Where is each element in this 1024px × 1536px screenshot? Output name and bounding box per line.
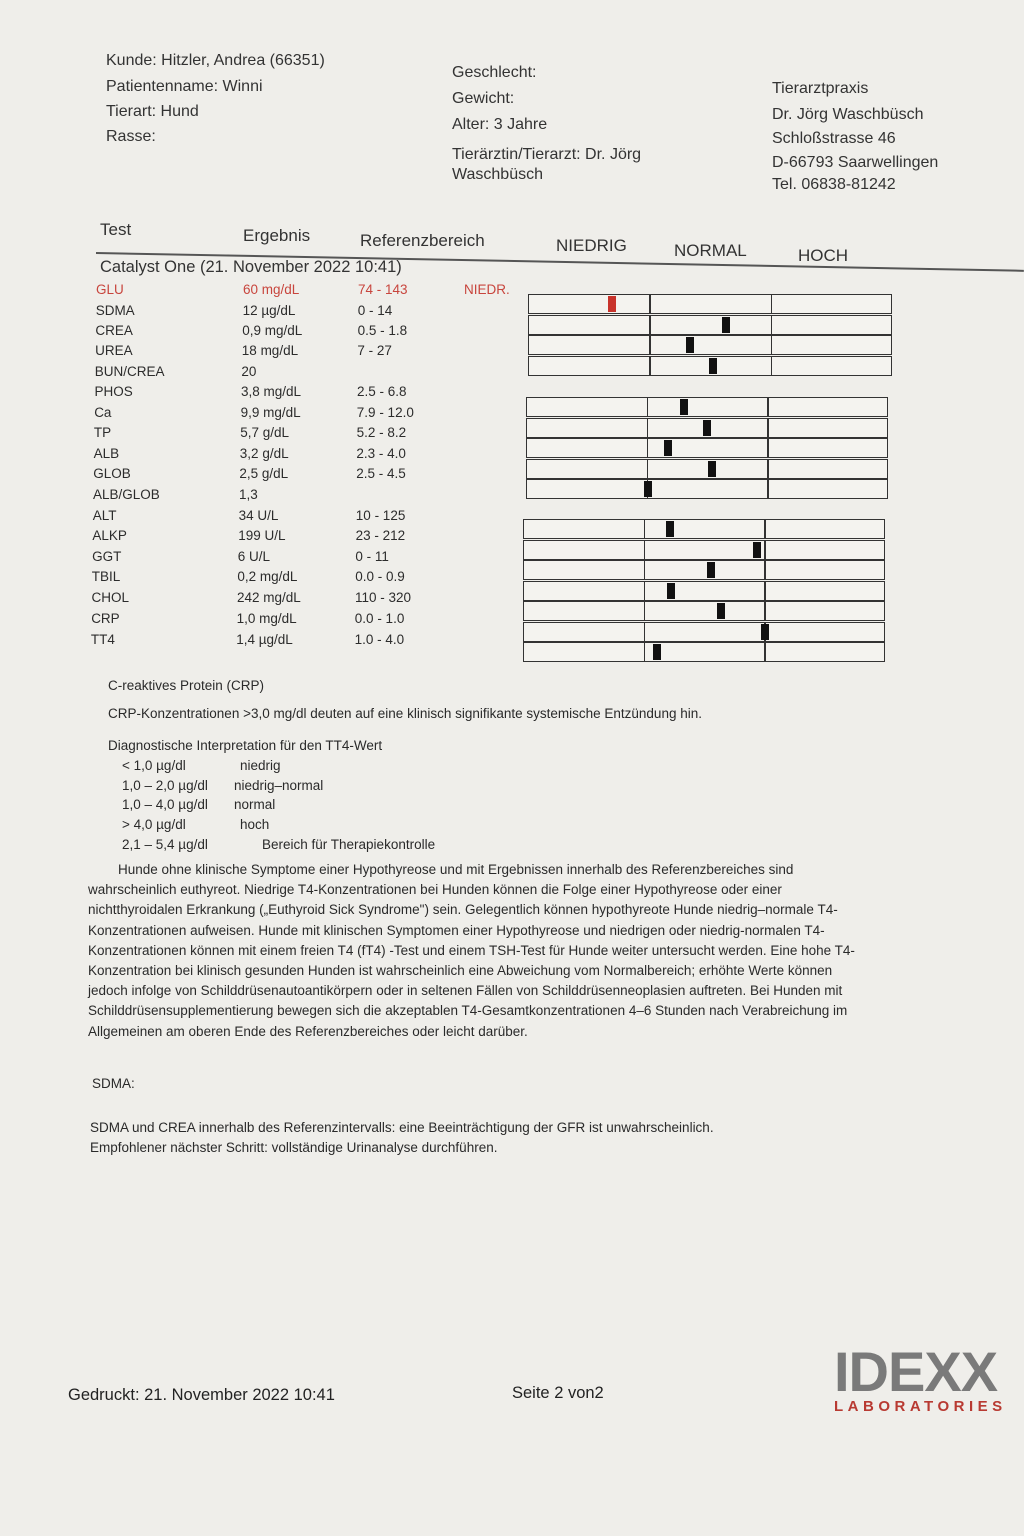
bar-divider bbox=[767, 419, 769, 437]
bar-divider bbox=[644, 541, 646, 559]
result-test-12: ALKP bbox=[92, 528, 127, 543]
bar-marker-13 bbox=[707, 562, 715, 578]
bar-row-0 bbox=[528, 294, 892, 314]
result-flag-0: NIEDR. bbox=[464, 282, 510, 297]
tt4-paragraph: Hunde ohne klinische Symptome einer Hypothyreose und mit Ergebnissen innerhalb des Referenzbereiches sind wahrscheinlich euthyreot. Niedrige T4-Konzentrationen bei Hunden können die Folge einer Hypothyreose oder einer nichtthyroidalen Erkrankung („Euthyroid Sick Syndrome") sein. Gelegentlich können hypothyreote Hunde niedrig–normale T4-Konzentrationen aufweisen. Hunde mit klinischen Symptomen einer Hypothyreose und niedrigen oder niedrig-normalen T4-Konzentrationen können mit einem freien T4 (fT4) -Test und einem TSH-Test für Hunde weiter untersucht werden. Eine hohe T4-Konzentration bei klinisch gesunden Hunden ist wahrscheinlich eine Abweichung vom Normalbereich; erhöhte Werte können jedoch infolge von Schilddrüsenautoantikörpern oder in seltenen Fällen von Schilddrüsenneoplasien auftreten. Bei Hunden mit Schilddrüsensupplementierung bewegen sich die akzeptablen T4-Gesamtkonzentrationen 4–6 Stunden nach Verabreichung im Allgemeinen am oberen Ende des Referenzbereiches oder leicht darüber. bbox=[88, 862, 855, 1039]
result-test-8: ALB bbox=[93, 446, 120, 461]
bar-divider bbox=[767, 460, 769, 478]
bar-divider bbox=[644, 520, 646, 538]
bar-divider bbox=[771, 295, 773, 313]
practice-line-3: Schloßstrasse 46 bbox=[772, 130, 896, 147]
bar-divider bbox=[647, 439, 649, 457]
bar-divider bbox=[647, 419, 649, 437]
tt4-range-2: 1,0 – 4,0 µg/dl bbox=[122, 797, 208, 812]
result-test-14: TBIL bbox=[91, 569, 121, 584]
tt4-label-1: niedrig–normal bbox=[234, 778, 324, 793]
result-reference-1: 0 - 14 bbox=[357, 303, 393, 318]
result-reference-16: 0.0 - 1.0 bbox=[354, 611, 405, 626]
bar-divider bbox=[767, 398, 769, 416]
sdma-note-title: SDMA: bbox=[92, 1076, 135, 1091]
result-test-9: GLOB bbox=[93, 466, 131, 481]
result-value-7: 5,7 g/dL bbox=[240, 425, 289, 440]
bar-divider bbox=[764, 602, 766, 620]
bar-marker-15 bbox=[717, 603, 725, 619]
bar-row-16 bbox=[523, 622, 885, 642]
result-test-3: UREA bbox=[95, 343, 133, 358]
bar-divider bbox=[649, 295, 651, 313]
bar-marker-9 bbox=[644, 481, 652, 497]
result-reference-3: 7 - 27 bbox=[357, 343, 392, 358]
bar-divider bbox=[771, 316, 773, 334]
bar-marker-11 bbox=[666, 521, 674, 537]
bar-marker-3 bbox=[709, 358, 717, 374]
bar-row-9 bbox=[526, 479, 888, 499]
bar-marker-1 bbox=[722, 317, 730, 333]
col-referenz: Referenzbereich bbox=[360, 231, 485, 250]
bar-marker-0 bbox=[608, 296, 616, 312]
bar-divider bbox=[764, 561, 766, 579]
tt4-note-title: Diagnostische Interpretation für den TT4-Wert bbox=[108, 738, 383, 753]
bar-marker-16 bbox=[761, 624, 769, 640]
result-value-5: 3,8 mg/dL bbox=[241, 384, 302, 399]
practice-line-4: D-66793 Saarwellingen bbox=[772, 154, 939, 171]
result-reference-14: 0.0 - 0.9 bbox=[355, 569, 405, 584]
bar-divider bbox=[644, 602, 646, 620]
result-reference-6: 7.9 - 12.0 bbox=[356, 405, 414, 420]
customer-name: Kunde: Hitzler, Andrea (66351) bbox=[106, 52, 325, 69]
bar-divider bbox=[764, 582, 766, 600]
result-value-10: 1,3 bbox=[239, 487, 258, 502]
result-value-3: 18 mg/dL bbox=[241, 343, 299, 358]
result-reference-5: 2.5 - 6.8 bbox=[357, 384, 407, 399]
bar-divider bbox=[644, 623, 646, 641]
tt4-range-0: < 1,0 µg/dl bbox=[122, 758, 186, 773]
bar-group-2 bbox=[523, 519, 885, 663]
result-value-11: 34 U/L bbox=[238, 508, 279, 523]
bar-row-5 bbox=[526, 397, 888, 417]
sex: Geschlecht: bbox=[452, 64, 537, 81]
bar-group-0 bbox=[528, 294, 892, 376]
sdma-note-line1: SDMA und CREA innerhalb des Referenzintervalls: eine Beeinträchtigung der GFR ist unwahrscheinlich. bbox=[90, 1120, 714, 1135]
weight: Gewicht: bbox=[452, 90, 515, 107]
bar-divider bbox=[647, 398, 649, 416]
bar-marker-12 bbox=[753, 542, 761, 558]
bar-row-15 bbox=[523, 601, 885, 621]
tt4-range-3: > 4,0 µg/dl bbox=[122, 817, 186, 832]
result-reference-15: 110 - 320 bbox=[355, 590, 412, 605]
bar-row-17 bbox=[523, 642, 885, 662]
patient-name: Patientenname: Winni bbox=[106, 78, 263, 95]
bar-marker-5 bbox=[680, 399, 688, 415]
bar-marker-17 bbox=[653, 644, 661, 660]
bar-divider bbox=[644, 561, 646, 579]
bar-divider bbox=[771, 357, 773, 375]
section-title: Catalyst One (21. November 2022 10:41) bbox=[100, 258, 402, 276]
breed: Rasse: bbox=[106, 128, 156, 145]
result-reference-2: 0.5 - 1.8 bbox=[357, 323, 408, 338]
bar-row-14 bbox=[523, 581, 885, 601]
bar-divider bbox=[649, 336, 651, 354]
animal-type: Tierart: Hund bbox=[106, 103, 199, 120]
result-test-16: CRP bbox=[91, 611, 120, 626]
bar-row-11 bbox=[523, 519, 885, 539]
result-test-5: PHOS bbox=[94, 384, 133, 399]
result-reference-11: 10 - 125 bbox=[355, 508, 406, 523]
tt4-range-1: 1,0 – 2,0 µg/dl bbox=[122, 778, 208, 793]
bar-row-6 bbox=[526, 418, 888, 438]
result-test-17: TT4 bbox=[90, 632, 115, 647]
bar-row-8 bbox=[526, 459, 888, 479]
result-value-15: 242 mg/dL bbox=[237, 590, 301, 605]
bar-group-1 bbox=[526, 397, 888, 500]
col-niedrig: NIEDRIG bbox=[556, 236, 627, 255]
result-reference-8: 2.3 - 4.0 bbox=[356, 446, 406, 461]
result-value-4: 20 bbox=[241, 364, 257, 379]
result-value-9: 2,5 g/dL bbox=[239, 466, 289, 481]
col-normal: NORMAL bbox=[674, 241, 747, 260]
result-reference-0: 74 - 143 bbox=[358, 282, 408, 297]
tt4-label-0: niedrig bbox=[240, 758, 281, 773]
result-test-1: SDMA bbox=[95, 303, 135, 318]
bar-divider bbox=[771, 336, 773, 354]
tt4-range-4: 2,1 – 5,4 µg/dl bbox=[122, 837, 208, 852]
bar-divider bbox=[767, 480, 769, 498]
bar-marker-8 bbox=[708, 461, 716, 477]
result-test-10: ALB/GLOB bbox=[93, 487, 160, 502]
result-test-7: TP bbox=[93, 425, 112, 440]
bar-row-2 bbox=[528, 335, 892, 355]
vet-line-1: Tierärztin/Tierarzt: Dr. Jörg bbox=[452, 146, 642, 163]
vet-line-2: Waschbüsch bbox=[452, 166, 543, 183]
result-value-2: 0,9 mg/dL bbox=[242, 323, 303, 338]
bar-divider bbox=[644, 582, 646, 600]
page-number: Seite 2 von2 bbox=[512, 1384, 604, 1402]
result-reference-7: 5.2 - 8.2 bbox=[356, 425, 407, 440]
printed-date: Gedruckt: 21. November 2022 10:41 bbox=[68, 1386, 335, 1404]
result-test-15: CHOL bbox=[91, 590, 130, 605]
bar-divider bbox=[647, 460, 649, 478]
result-test-6: Ca bbox=[94, 405, 112, 420]
idexx-logo-sub: LABORATORIES bbox=[834, 1398, 1007, 1415]
tt4-label-4: Bereich für Therapiekontrolle bbox=[262, 837, 436, 852]
bar-divider bbox=[764, 520, 766, 538]
result-value-8: 3,2 g/dL bbox=[239, 446, 289, 461]
result-test-11: ALT bbox=[92, 508, 117, 523]
bar-divider bbox=[767, 439, 769, 457]
result-test-13: GGT bbox=[92, 549, 122, 564]
bar-row-13 bbox=[523, 560, 885, 580]
idexx-logo: IDEXX bbox=[834, 1340, 998, 1403]
bar-divider bbox=[764, 541, 766, 559]
result-test-4: BUN/CREA bbox=[94, 364, 165, 379]
age: Alter: 3 Jahre bbox=[452, 116, 548, 133]
bar-divider bbox=[764, 643, 766, 661]
bar-divider bbox=[649, 316, 651, 334]
practice-line-1: Tierarztpraxis bbox=[772, 80, 869, 97]
bar-marker-14 bbox=[667, 583, 675, 599]
result-value-17: 1,4 µg/dL bbox=[236, 632, 293, 647]
bar-marker-2 bbox=[686, 337, 694, 353]
result-reference-9: 2.5 - 4.5 bbox=[356, 466, 406, 481]
practice-line-2: Dr. Jörg Waschbüsch bbox=[772, 106, 924, 123]
tt4-label-3: hoch bbox=[240, 817, 270, 832]
result-reference-17: 1.0 - 4.0 bbox=[354, 632, 405, 647]
result-reference-12: 23 - 212 bbox=[355, 528, 406, 543]
bar-marker-6 bbox=[703, 420, 711, 436]
result-value-13: 6 U/L bbox=[237, 549, 271, 564]
result-test-2: CREA bbox=[95, 323, 133, 338]
practice-line-5: Tel. 06838-81242 bbox=[772, 176, 896, 193]
col-ergebnis: Ergebnis bbox=[243, 226, 311, 245]
result-value-16: 1,0 mg/dL bbox=[236, 611, 297, 626]
result-value-0: 60 mg/dL bbox=[243, 282, 300, 297]
crp-note-text: CRP-Konzentrationen >3,0 mg/dl deuten auf eine klinisch signifikante systemische Entzündung hin. bbox=[108, 706, 702, 721]
bar-marker-7 bbox=[664, 440, 672, 456]
bar-row-3 bbox=[528, 356, 892, 376]
col-hoch: HOCH bbox=[798, 246, 849, 265]
bar-divider bbox=[644, 643, 646, 661]
bar-divider bbox=[649, 357, 651, 375]
result-test-0: GLU bbox=[96, 282, 124, 297]
bar-row-7 bbox=[526, 438, 888, 458]
tt4-label-2: normal bbox=[234, 797, 276, 812]
result-value-14: 0,2 mg/dL bbox=[237, 569, 298, 584]
sdma-note-line2: Empfohlener nächster Schritt: vollständige Urinanalyse durchführen. bbox=[90, 1140, 498, 1155]
bar-row-1 bbox=[528, 315, 892, 335]
crp-note-title: C-reaktives Protein (CRP) bbox=[108, 678, 265, 693]
result-value-12: 199 U/L bbox=[238, 528, 286, 543]
result-value-1: 12 µg/dL bbox=[242, 303, 296, 318]
result-value-6: 9,9 mg/dL bbox=[240, 405, 301, 420]
result-reference-13: 0 - 11 bbox=[355, 549, 389, 564]
bar-row-12 bbox=[523, 540, 885, 560]
col-test: Test bbox=[100, 220, 132, 239]
